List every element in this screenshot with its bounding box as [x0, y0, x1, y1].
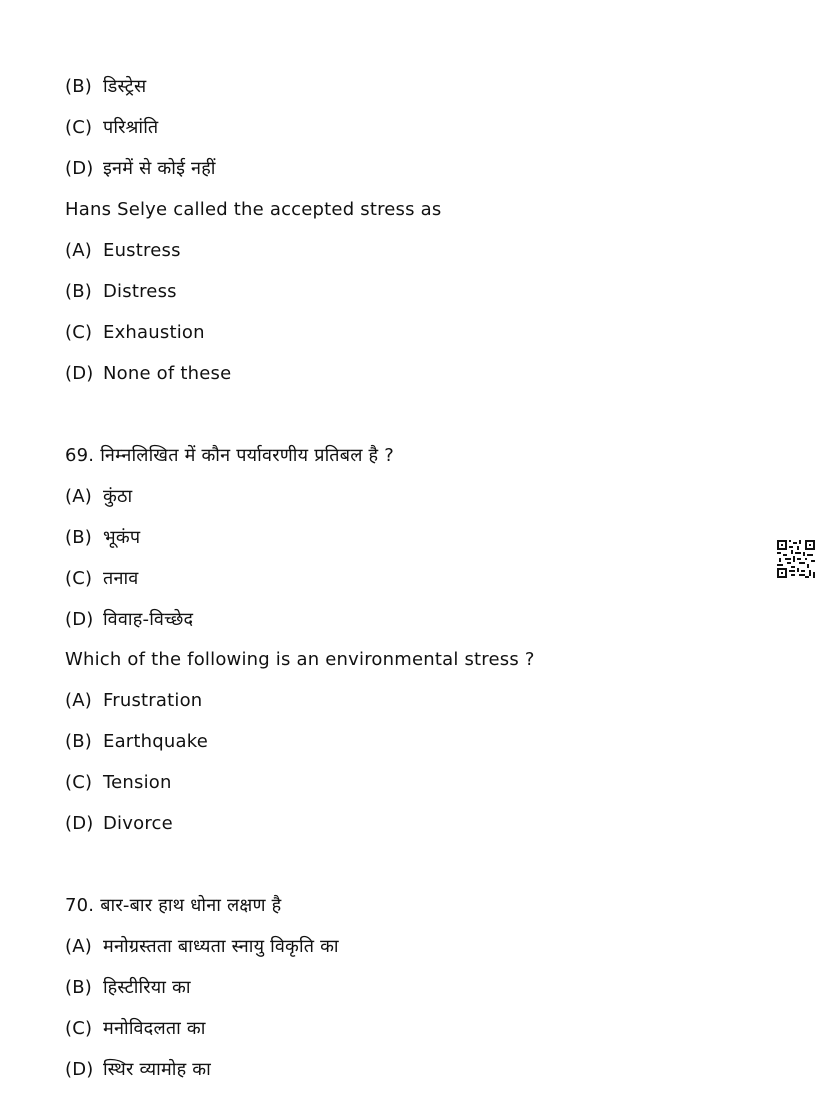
q69-option-en-c: (C) Tension [65, 772, 172, 793]
question-text-en: Hans Selye called the accepted stress as [65, 199, 442, 220]
q69-option-hi-b: (B) भूकंप [65, 527, 141, 548]
option-en-c: (C) Exhaustion [65, 322, 205, 343]
q69-option-en-b: (B) Earthquake [65, 731, 208, 752]
option-en-d: (D) None of these [65, 363, 232, 384]
q70-option-hi-c: (C) मनोविदलता का [65, 1018, 206, 1039]
q70-option-hi-d: (D) स्थिर व्यामोह का [65, 1059, 211, 1080]
option-en-a: (A) Eustress [65, 240, 181, 261]
question-number: 70. [65, 895, 95, 916]
question-69-en: Which of the following is an environmental stress ? [65, 649, 535, 670]
q70-option-hi-a: (A) मनोग्रस्तता बाध्यता स्नायु विकृति का [65, 936, 339, 957]
question-69-hi: 69. निम्नलिखित में कौन पर्यावरणीय प्रतिबल है ? [65, 445, 394, 466]
q69-option-hi-c: (C) तनाव [65, 568, 139, 589]
q69-option-hi-d: (D) विवाह-विच्छेद [65, 609, 194, 630]
option-hi-b: (B) डिस्ट्रेस [65, 76, 147, 97]
option-hi-d: (D) इनमें से कोई नहीं [65, 158, 216, 179]
q69-option-en-d: (D) Divorce [65, 813, 173, 834]
q70-option-hi-b: (B) हिस्टीरिया का [65, 977, 191, 998]
option-en-b: (B) Distress [65, 281, 177, 302]
question-70-hi: 70. बार-बार हाथ धोना लक्षण है [65, 895, 282, 916]
q69-option-en-a: (A) Frustration [65, 690, 203, 711]
qr-code-icon [777, 540, 815, 578]
question-number: 69. [65, 445, 95, 466]
q69-option-hi-a: (A) कुंठा [65, 486, 133, 507]
option-hi-c: (C) परिश्रांति [65, 117, 159, 138]
